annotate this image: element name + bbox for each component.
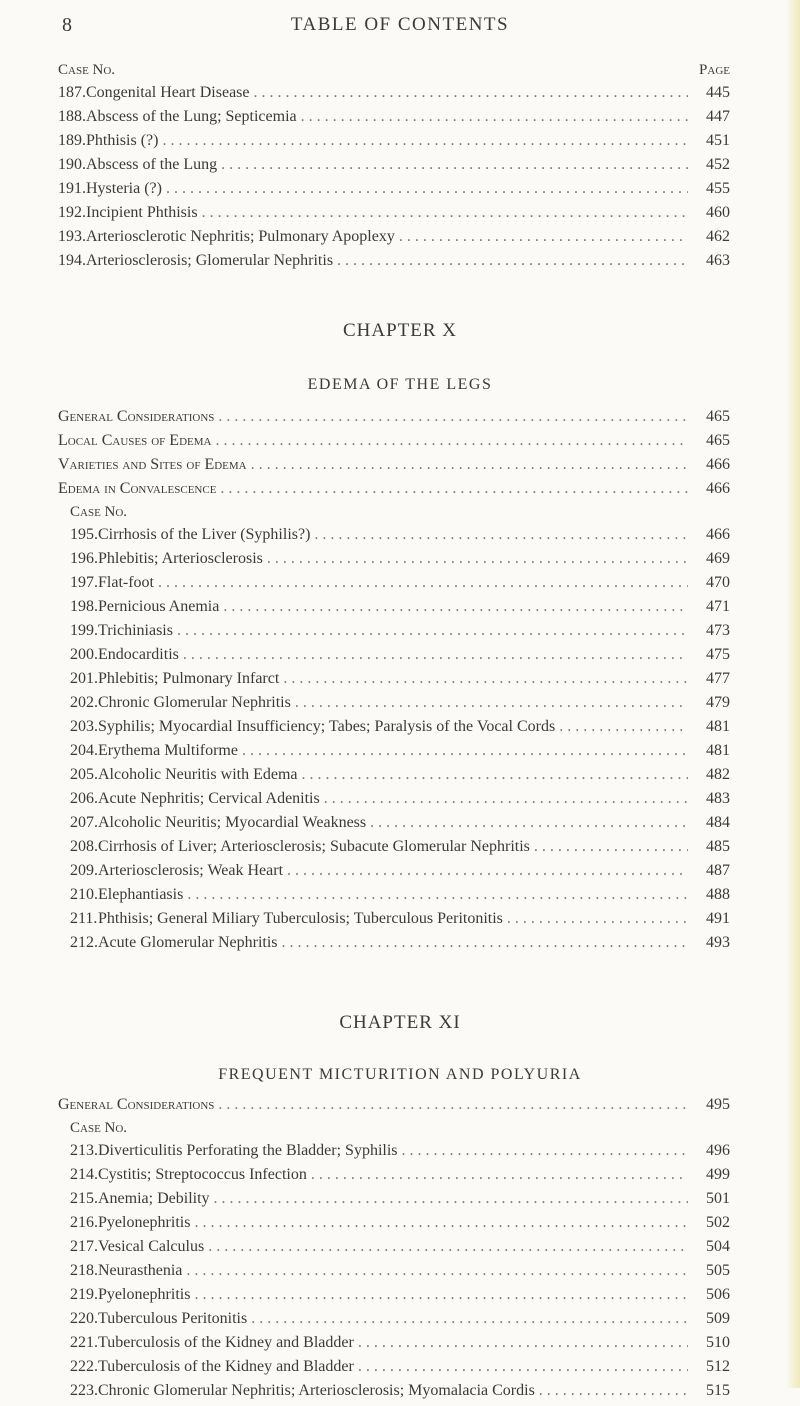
dot-leader [251, 456, 688, 474]
toc-entry [58, 252, 730, 276]
page-reference: 499 [706, 1166, 730, 1183]
page-reference: 463 [706, 252, 730, 269]
page-reference: 487 [706, 862, 730, 879]
case-number: 217. [70, 1238, 98, 1255]
case-title: Abscess of the Lung; Septicemia [86, 108, 297, 125]
toc-entry [70, 790, 730, 814]
dot-leader [177, 622, 688, 640]
section-list [58, 408, 730, 504]
dot-leader [215, 432, 688, 450]
case-title: Phthisis; General Miliary Tuberculosis; Tuberculous Peritonitis [98, 910, 503, 927]
toc-entry [58, 108, 730, 132]
case-number: 199. [70, 622, 98, 639]
case-title: Flat-foot [98, 574, 154, 591]
case-number: 187. [58, 84, 86, 101]
dot-leader [295, 694, 688, 712]
dot-leader [358, 1358, 688, 1376]
dot-leader [402, 1142, 688, 1160]
toc-section-entry [58, 432, 730, 456]
toc-entry [58, 156, 730, 180]
case-number: 221. [70, 1334, 98, 1351]
toc-entry [58, 180, 730, 204]
page-reference: 465 [706, 432, 730, 449]
page-reference: 466 [706, 480, 730, 497]
case-title: Arteriosclerotic Nephritis; Pulmonary Apoplexy [86, 228, 395, 245]
case-number: 208. [70, 838, 98, 855]
case-title: Cystitis; Streptococcus Infection [98, 1166, 307, 1183]
case-title: Incipient Phthisis [86, 204, 198, 221]
toc-entry [58, 228, 730, 252]
page-reference: 465 [706, 408, 730, 425]
case-number: 198. [70, 598, 98, 615]
toc-entry [70, 1166, 730, 1190]
case-title: Cirrhosis of the Liver (Syphilis?) [98, 526, 311, 543]
case-number: 219. [70, 1286, 98, 1303]
dot-leader [534, 838, 688, 856]
page-reference: 477 [706, 670, 730, 687]
chapter-x-contents [58, 408, 730, 958]
toc-entry [58, 204, 730, 228]
case-title: Anemia; Debility [98, 1190, 210, 1207]
toc-entry [70, 766, 730, 790]
case-title: Phlebitis; Pulmonary Infarct [98, 670, 280, 687]
dot-leader [218, 1096, 688, 1114]
dot-leader [220, 480, 688, 498]
chapter-xi-contents [58, 1096, 730, 1406]
toc-entry [70, 814, 730, 838]
page-reference: 473 [706, 622, 730, 639]
dot-leader [251, 1310, 688, 1328]
case-title: Acute Nephritis; Cervical Adenitis [98, 790, 320, 807]
page-reference: 483 [706, 790, 730, 807]
case-number: 200. [70, 646, 98, 663]
section-title: Local Causes of Edema [58, 432, 212, 449]
toc-list [58, 1142, 730, 1406]
case-title: Pyelonephritis [98, 1286, 191, 1303]
page-reference: 482 [706, 766, 730, 783]
dot-leader [158, 574, 688, 592]
dot-leader [370, 814, 688, 832]
case-number: 189. [58, 132, 86, 149]
page-reference: 504 [706, 1238, 730, 1255]
dot-leader [194, 1214, 688, 1232]
toc-entry [70, 1286, 730, 1310]
page-reference: 512 [706, 1358, 730, 1375]
case-number: 209. [70, 862, 98, 879]
case-number: 211. [70, 910, 98, 927]
case-number: 201. [70, 670, 98, 687]
page-reference: 481 [706, 718, 730, 735]
page-reference: 460 [706, 204, 730, 221]
page-reference: 509 [706, 1310, 730, 1327]
page-reference: 455 [706, 180, 730, 197]
dot-leader [287, 862, 688, 880]
toc-entry [70, 1142, 730, 1166]
dot-leader [214, 1190, 688, 1208]
case-title: Elephantiasis [98, 886, 184, 903]
toc-entry [58, 132, 730, 156]
dot-leader [507, 910, 688, 928]
case-number-label: Case No. [70, 504, 128, 520]
section-list [58, 1096, 730, 1120]
toc-entry [58, 84, 730, 108]
dot-leader [302, 766, 688, 784]
chapter-heading: CHAPTER X [342, 320, 458, 341]
section-title: Edema in Convalescence [58, 480, 217, 497]
case-title: Tuberculosis of the Kidney and Bladder [98, 1334, 354, 1351]
page-reference: 502 [706, 1214, 730, 1231]
case-title: Tuberculous Peritonitis [98, 1310, 248, 1327]
section-title: General Considerations [58, 408, 215, 425]
toc-entry [70, 742, 730, 766]
case-number: 193. [58, 228, 86, 245]
dot-leader [539, 1382, 688, 1400]
toc-entry [70, 934, 730, 958]
page-reference: 481 [706, 742, 730, 759]
case-number: 197. [70, 574, 98, 591]
page-reference: 466 [706, 526, 730, 543]
case-title: Alcoholic Neuritis with Edema [98, 766, 298, 783]
toc-entry [70, 574, 730, 598]
case-number: 203. [70, 718, 98, 735]
page-reference: 466 [706, 456, 730, 473]
case-title: Endocarditis [98, 646, 179, 663]
page-reference: 495 [706, 1096, 730, 1113]
case-number: 206. [70, 790, 98, 807]
case-title: Chronic Glomerular Nephritis; Arteriosclerosis; Myomalacia Cordis [98, 1382, 535, 1399]
dot-leader [208, 1238, 688, 1256]
case-number: 207. [70, 814, 98, 831]
toc-section-entry [58, 408, 730, 432]
case-title: Diverticulitis Perforating the Bladder; Syphilis [98, 1142, 398, 1159]
toc-entry [70, 862, 730, 886]
case-number: 202. [70, 694, 98, 711]
case-number: 194. [58, 252, 86, 269]
toc-section-entry [58, 456, 730, 480]
case-title: Neurasthenia [98, 1262, 183, 1279]
dot-leader [337, 252, 688, 270]
case-title: Tuberculosis of the Kidney and Bladder [98, 1358, 354, 1375]
case-number: 190. [58, 156, 86, 173]
case-title: Phlebitis; Arteriosclerosis [98, 550, 263, 567]
case-title: Pernicious Anemia [98, 598, 220, 615]
page-reference: 470 [706, 574, 730, 591]
case-title: Phthisis (?) [86, 132, 159, 149]
case-number: 196. [70, 550, 98, 567]
toc-entry [70, 670, 730, 694]
toc-entry [70, 694, 730, 718]
case-title: Acute Glomerular Nephritis [98, 934, 278, 951]
dot-leader [324, 790, 688, 808]
case-title: Pyelonephritis [98, 1214, 191, 1231]
dot-leader [283, 670, 688, 688]
dot-leader [166, 180, 688, 198]
toc-entry [70, 646, 730, 670]
page-reference: 485 [706, 838, 730, 855]
dot-leader [186, 1262, 688, 1280]
dot-leader [162, 132, 688, 150]
toc-entry [70, 598, 730, 622]
page-reference: 445 [706, 84, 730, 101]
page-reference: 452 [706, 156, 730, 173]
toc-entry [70, 886, 730, 910]
toc-entry [70, 1358, 730, 1382]
case-number: 205. [70, 766, 98, 783]
section-title: General Considerations [58, 1096, 215, 1113]
dot-leader [218, 408, 688, 426]
running-head: TABLE OF CONTENTS [290, 14, 510, 35]
chapter-heading: CHAPTER XI [339, 1012, 461, 1033]
toc-entry [70, 1334, 730, 1358]
toc-section-entry [58, 1096, 730, 1120]
page-reference: 491 [706, 910, 730, 927]
chapter-title: FREQUENT MICTURITION AND POLYURIA [218, 1066, 582, 1083]
dot-leader [254, 84, 689, 102]
page-reference: 506 [706, 1286, 730, 1303]
case-number: 191. [58, 180, 86, 197]
dot-leader [301, 108, 688, 126]
case-number: 220. [70, 1310, 98, 1327]
page-reference: 505 [706, 1262, 730, 1279]
case-title: Syphilis; Myocardial Insufficiency; Tabes; Paralysis of the Vocal Cords [98, 718, 556, 735]
case-number: 213. [70, 1142, 98, 1159]
case-number: 204. [70, 742, 98, 759]
toc-entry [70, 910, 730, 934]
page-reference: 488 [706, 886, 730, 903]
dot-leader [358, 1334, 688, 1352]
toc-entry [70, 1262, 730, 1286]
case-number: 218. [70, 1262, 98, 1279]
dot-leader [242, 742, 688, 760]
page-reference: 462 [706, 228, 730, 245]
page-reference: 475 [706, 646, 730, 663]
dot-leader [221, 156, 688, 174]
case-number: 223. [70, 1382, 98, 1399]
toc-list [58, 84, 730, 276]
case-number: 214. [70, 1166, 98, 1183]
dot-leader [194, 1286, 688, 1304]
dot-leader [399, 228, 688, 246]
case-title: Abscess of the Lung [86, 156, 218, 173]
case-number: 212. [70, 934, 98, 951]
dot-leader [282, 934, 689, 952]
toc-list [58, 526, 730, 958]
page-reference: 501 [706, 1190, 730, 1207]
dot-leader [559, 718, 688, 736]
page-reference: 447 [706, 108, 730, 125]
page-reference: 493 [706, 934, 730, 951]
toc-entry [70, 526, 730, 550]
toc-entry [70, 550, 730, 574]
toc-entry [70, 1382, 730, 1406]
case-number: 192. [58, 204, 86, 221]
dot-leader [187, 886, 688, 904]
dot-leader [223, 598, 688, 616]
case-title: Hysteria (?) [86, 180, 162, 197]
page-reference: 515 [706, 1382, 730, 1399]
page-reference: 479 [706, 694, 730, 711]
case-title: Trichiniasis [98, 622, 173, 639]
case-number: 222. [70, 1358, 98, 1375]
page-number: 8 [62, 14, 72, 36]
page-label: Page [699, 62, 730, 78]
toc-entry [70, 1190, 730, 1214]
page-reference: 469 [706, 550, 730, 567]
case-title: Chronic Glomerular Nephritis [98, 694, 291, 711]
page-edge [786, 0, 800, 1388]
dot-leader [267, 550, 688, 568]
page-reference: 510 [706, 1334, 730, 1351]
dot-leader [311, 1166, 688, 1184]
page-reference: 496 [706, 1142, 730, 1159]
case-title: Alcoholic Neuritis; Myocardial Weakness [98, 814, 367, 831]
dot-leader [314, 526, 688, 544]
dot-leader [183, 646, 688, 664]
toc-entry [70, 718, 730, 742]
case-number: 188. [58, 108, 86, 125]
toc-entry [70, 838, 730, 862]
case-number: 216. [70, 1214, 98, 1231]
column-headers [58, 62, 730, 84]
case-number: 215. [70, 1190, 98, 1207]
case-title: Congenital Heart Disease [86, 84, 250, 101]
toc-top-section [58, 62, 730, 276]
toc-entry [70, 622, 730, 646]
case-number: 195. [70, 526, 98, 543]
page-reference: 484 [706, 814, 730, 831]
section-title: Varieties and Sites of Edema [58, 456, 247, 473]
toc-section-entry [58, 480, 730, 504]
page-reference: 451 [706, 132, 730, 149]
case-title: Vesical Calculus [98, 1238, 205, 1255]
case-title: Erythema Multiforme [98, 742, 238, 759]
toc-entry [70, 1310, 730, 1334]
case-title: Arteriosclerosis; Glomerular Nephritis [86, 252, 334, 269]
toc-entry [70, 1238, 730, 1262]
case-title: Arteriosclerosis; Weak Heart [98, 862, 284, 879]
toc-entry [70, 1214, 730, 1238]
case-number-label: Case No. [70, 1120, 128, 1136]
page-reference: 471 [706, 598, 730, 615]
case-number-label: Case No. [58, 62, 116, 78]
case-number: 210. [70, 886, 98, 903]
dot-leader [202, 204, 688, 222]
case-title: Cirrhosis of Liver; Arteriosclerosis; Subacute Glomerular Nephritis [98, 838, 530, 855]
chapter-title: EDEMA OF THE LEGS [307, 376, 493, 393]
